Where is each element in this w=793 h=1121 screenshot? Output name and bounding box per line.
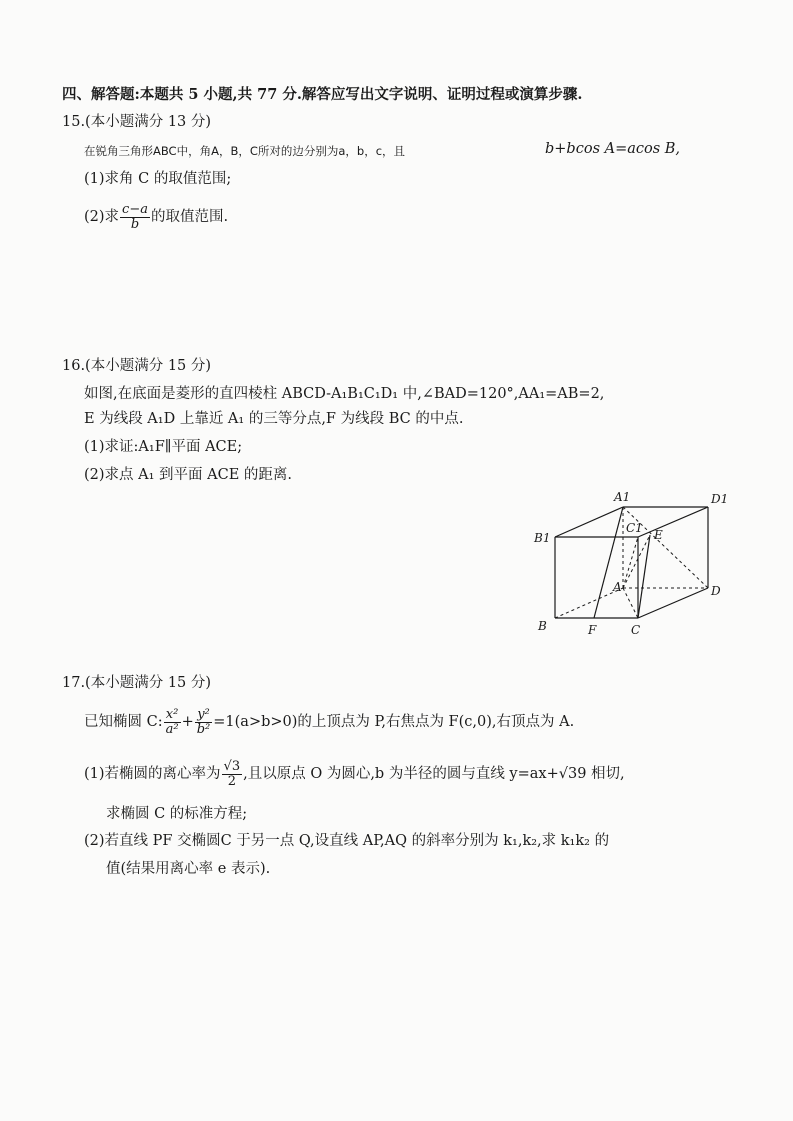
- fraction-denominator: b: [130, 216, 140, 232]
- q15-header: 15.(本小题满分 13 分): [62, 114, 212, 130]
- section-header: 四、解答题:本题共 5 小题,共 77 分.解答应写出文字说明、证明过程或演算步骤.: [62, 86, 583, 103]
- label-E: E: [654, 528, 663, 542]
- q17-part1: [84, 755, 625, 793]
- label-D1: D1: [711, 492, 729, 506]
- fraction-denominator: a²: [165, 721, 179, 737]
- fraction-denominator: 2: [227, 773, 236, 789]
- q15-part2-fraction: [120, 203, 150, 232]
- ellipse-x-fraction: [164, 708, 181, 737]
- q15-part1: (1)求角 C 的取值范围;: [84, 171, 232, 187]
- q17-line1: [84, 703, 574, 741]
- q16-line1: 如图,在底面是菱形的直四棱柱 ABCD-A₁B₁C₁D₁ 中,∠BAD=120°,AA₁=AB=2,: [84, 386, 605, 402]
- q17-line1-prefix: 已知椭圆 C:: [84, 714, 163, 730]
- fraction-numerator: x²: [164, 708, 181, 723]
- q17-line1-suffix: =1(a>b>0)的上顶点为 P,右焦点为 F(c,0),右顶点为 A.: [213, 714, 575, 730]
- q15-part2: [84, 200, 228, 234]
- q17-header: 17.(本小题满分 15 分): [62, 675, 212, 691]
- fraction-numerator: √3: [223, 758, 241, 774]
- q17-part1-prefix: (1)若椭圆的离心率为: [84, 766, 221, 782]
- label-A1: A1: [614, 490, 631, 504]
- q17-part2-line1: (2)若直线 PF 交椭圆C 于另一点 Q,设直线 AP,AQ 的斜率分别为 k₁,k₂,求 k₁k₂ 的: [84, 833, 610, 849]
- label-B1: B1: [534, 531, 551, 545]
- q15-stem-formula: b+bcos A=acos B,: [545, 141, 681, 157]
- label-D: D: [711, 584, 721, 598]
- fraction-denominator: b²: [196, 721, 211, 737]
- label-B: B: [538, 619, 547, 633]
- label-C: C: [631, 623, 641, 637]
- label-F: F: [588, 623, 597, 637]
- q16-part2: (2)求点 A₁ 到平面 ACE 的距离.: [84, 467, 293, 483]
- label-A: A: [613, 580, 622, 594]
- q17-part1-line2: 求椭圆 C 的标准方程;: [106, 806, 248, 822]
- plus-sign: +: [181, 714, 194, 730]
- q15-part2-prefix: (2)求: [84, 209, 120, 225]
- q16-header: 16.(本小题满分 15 分): [62, 358, 212, 374]
- fraction-numerator: c−a: [122, 201, 148, 217]
- label-C1: C1: [626, 521, 643, 535]
- q16-line2: E 为线段 A₁D 上靠近 A₁ 的三等分点,F 为线段 BC 的中点.: [84, 411, 464, 427]
- q16-part1: (1)求证:A₁F∥平面 ACE;: [84, 439, 243, 455]
- ellipse-y-fraction: [195, 708, 213, 737]
- fraction-numerator: y²: [195, 708, 213, 723]
- q17-part2-line2: 值(结果用离心率 e 表示).: [106, 861, 271, 877]
- q17-part1-suffix: ,且以原点 O 为圆心,b 为半径的圆与直线 y=ax+√39 相切,: [243, 766, 625, 782]
- q15-stem-text: 在锐角三角形ABC中，角A，B，C所对的边分别为a，b，c，且: [84, 144, 406, 158]
- q15-part2-suffix: 的取值范围.: [150, 209, 229, 225]
- prism-figure: [530, 485, 740, 640]
- eccentricity-fraction: [222, 760, 243, 789]
